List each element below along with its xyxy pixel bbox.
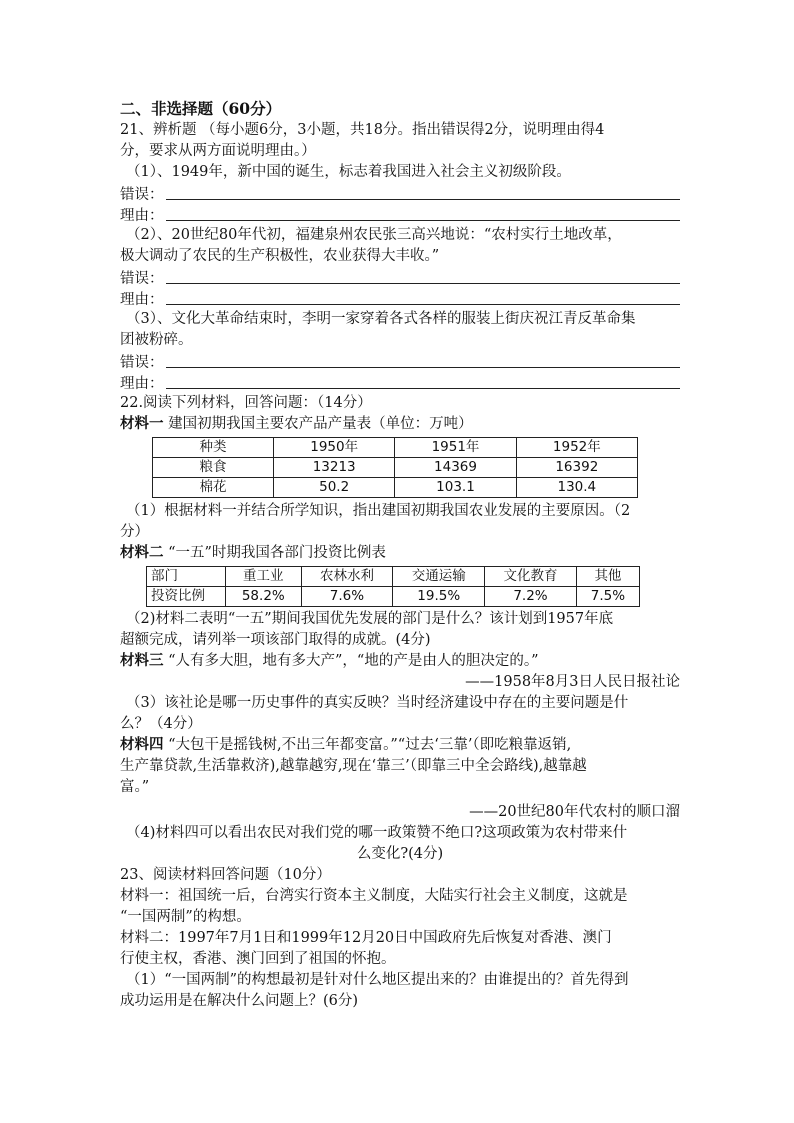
material-4-cont: 富。” [120,779,150,795]
table-cell: 14369 [395,458,516,478]
table-header-cell: 交通运输 [393,567,485,587]
q22-sub-4: （4)材料四可以看出农民对我们党的哪一政策赞不绝口?这项政策为农村带来什 [126,825,628,841]
table-row [147,587,640,607]
material-2-caption [120,543,680,564]
q23-sub-1-cont: 成功运用是在解决什么问题上？(6分) [120,993,359,1009]
q23-intro: 23、阅读材料回答问题（10分） [120,867,331,883]
table-row [153,478,638,498]
table-cell: 130.4 [516,478,637,498]
q22-sub-4-cont: 么变化?(4分) [356,846,444,862]
material-1-label: 材料一 [120,416,164,432]
table-header-cell: 部门 [147,567,226,587]
table-row [153,458,638,478]
table-cell: 7.6% [301,587,393,607]
q21-intro-cont: 分，要求从两方面说明理由。） [120,143,316,159]
q22-intro: 22.阅读下列材料，回答问题：（14分） [120,395,372,411]
q22-sub-2: （2)材料二表明“一五”期间我国优先发展的部门是什么？该计划到1957年底 [126,611,614,627]
question-23 [120,865,680,1012]
table-cell: 7.2% [485,587,577,607]
error-answer-line[interactable] [120,183,680,204]
material-3 [120,651,680,672]
material-3-text: “人有多大胆，地有多大产”，“地的产是由人的胆决定的。” [163,653,539,669]
table-cell: 103.1 [395,478,516,498]
material-4-source: ——20世纪80年代农村的顺口溜 [469,804,680,820]
table-cell: 58.2% [226,587,302,607]
reason-label: 理由： [120,208,164,224]
error-label: 错误： [120,271,164,287]
q21-item-3-cont: 团被粉碎。 [120,332,193,348]
error-answer-line[interactable] [120,351,680,372]
question-21 [120,120,680,393]
q22-sub-2-cont: 超额完成，请列举一项该部门取得的成就。(4分) [120,632,431,648]
table-cell: 7.5% [576,587,639,607]
table-cell: 13213 [274,458,395,478]
section-title: 二、非选择题（60分） [120,99,282,118]
q23-material-1-cont: “一国两制”的构想。 [120,909,251,925]
table-header-row [147,567,640,587]
table-header-cell: 农林水利 [301,567,393,587]
material-4-cont: 生产靠贷款,生活靠救济),越靠越穷,现在‘靠三’（即靠三中全会路线),越靠越 [120,758,587,774]
material-3-label: 材料三 [120,653,164,669]
material-4-text: “大包干是摇钱树,不出三年都变富。”“过去‘三靠’（即吃粮靠返销, [163,737,572,753]
table-header-cell: 种类 [153,438,274,458]
investment-table [146,566,640,607]
table-header-row [153,438,638,458]
q23-sub-1: （1）“一国两制”的构想最初是针对什么地区提出来的？由谁提出的？首先得到 [126,972,629,988]
q22-sub-3-cont: 么？（4分） [120,716,202,732]
q21-item-1: （1）、1949年，新中国的诞生，标志着我国进入社会主义初级阶段。 [126,164,571,180]
q22-sub-1-cont: 分） [120,524,149,540]
exam-page [120,98,680,1012]
table-cell: 16392 [516,458,637,478]
reason-label: 理由： [120,376,164,392]
material-1-title: 建国初期我国主要农产品产量表（单位：万吨） [163,416,473,432]
table-header-cell: 1952年 [516,438,637,458]
material-3-source: ——1958年8月3日人民日报社论 [465,674,680,690]
q22-sub-1: （1）根据材料一并结合所学知识，指出建国初期我国农业发展的主要原因。（2 [126,503,631,519]
reason-answer-line[interactable] [120,204,680,225]
material-2-title: “一五”时期我国各部门投资比例表 [163,545,386,561]
table-header-cell: 重工业 [226,567,302,587]
table-header-cell: 1950年 [274,438,395,458]
error-label: 错误： [120,187,164,203]
q23-material-2: 材料二：1997年7月1日和1999年12月20日中国政府先后恢复对香港、澳门 [120,930,612,946]
material-1-caption [120,414,680,435]
table-cell: 投资比例 [147,587,226,607]
q21-item-3: （3）、文化大革命结束时，李明一家穿着各式各样的服装上街庆祝江青反革命集 [126,311,636,327]
q21-intro: 21、辨析题 （每小题6分，3小题，共18分。指出错误得2分，说明理由得4 [120,122,605,138]
table-header-cell: 1951年 [395,438,516,458]
production-table [152,437,638,498]
reason-answer-line[interactable] [120,372,680,393]
q23-material-2-cont: 行使主权，香港、澳门回到了祖国的怀抱。 [120,951,396,967]
material-4-label: 材料四 [120,737,164,753]
material-4 [120,735,680,756]
q22-sub-3: （3）该社论是哪一历史事件的真实反映？当时经济建设中存在的主要问题是什 [126,695,629,711]
table-cell: 粮食 [153,458,274,478]
question-22 [120,393,680,865]
table-cell: 50.2 [274,478,395,498]
table-cell: 19.5% [393,587,485,607]
q21-item-2-cont: 极大调动了农民的生产积极性，农业获得大丰收。” [120,248,440,264]
reason-answer-line[interactable] [120,288,680,309]
table-header-cell: 其他 [576,567,639,587]
error-answer-line[interactable] [120,267,680,288]
q23-material-1: 材料一：祖国统一后，台湾实行资本主义制度，大陆实行社会主义制度，这就是 [120,888,628,904]
table-cell: 棉花 [153,478,274,498]
q21-item-2: （2）、20世纪80年代初，福建泉州农民张三高兴地说：“农村实行土地改革， [126,227,622,243]
error-label: 错误： [120,355,164,371]
material-2-label: 材料二 [120,545,164,561]
reason-label: 理由： [120,292,164,308]
table-header-cell: 文化教育 [485,567,577,587]
